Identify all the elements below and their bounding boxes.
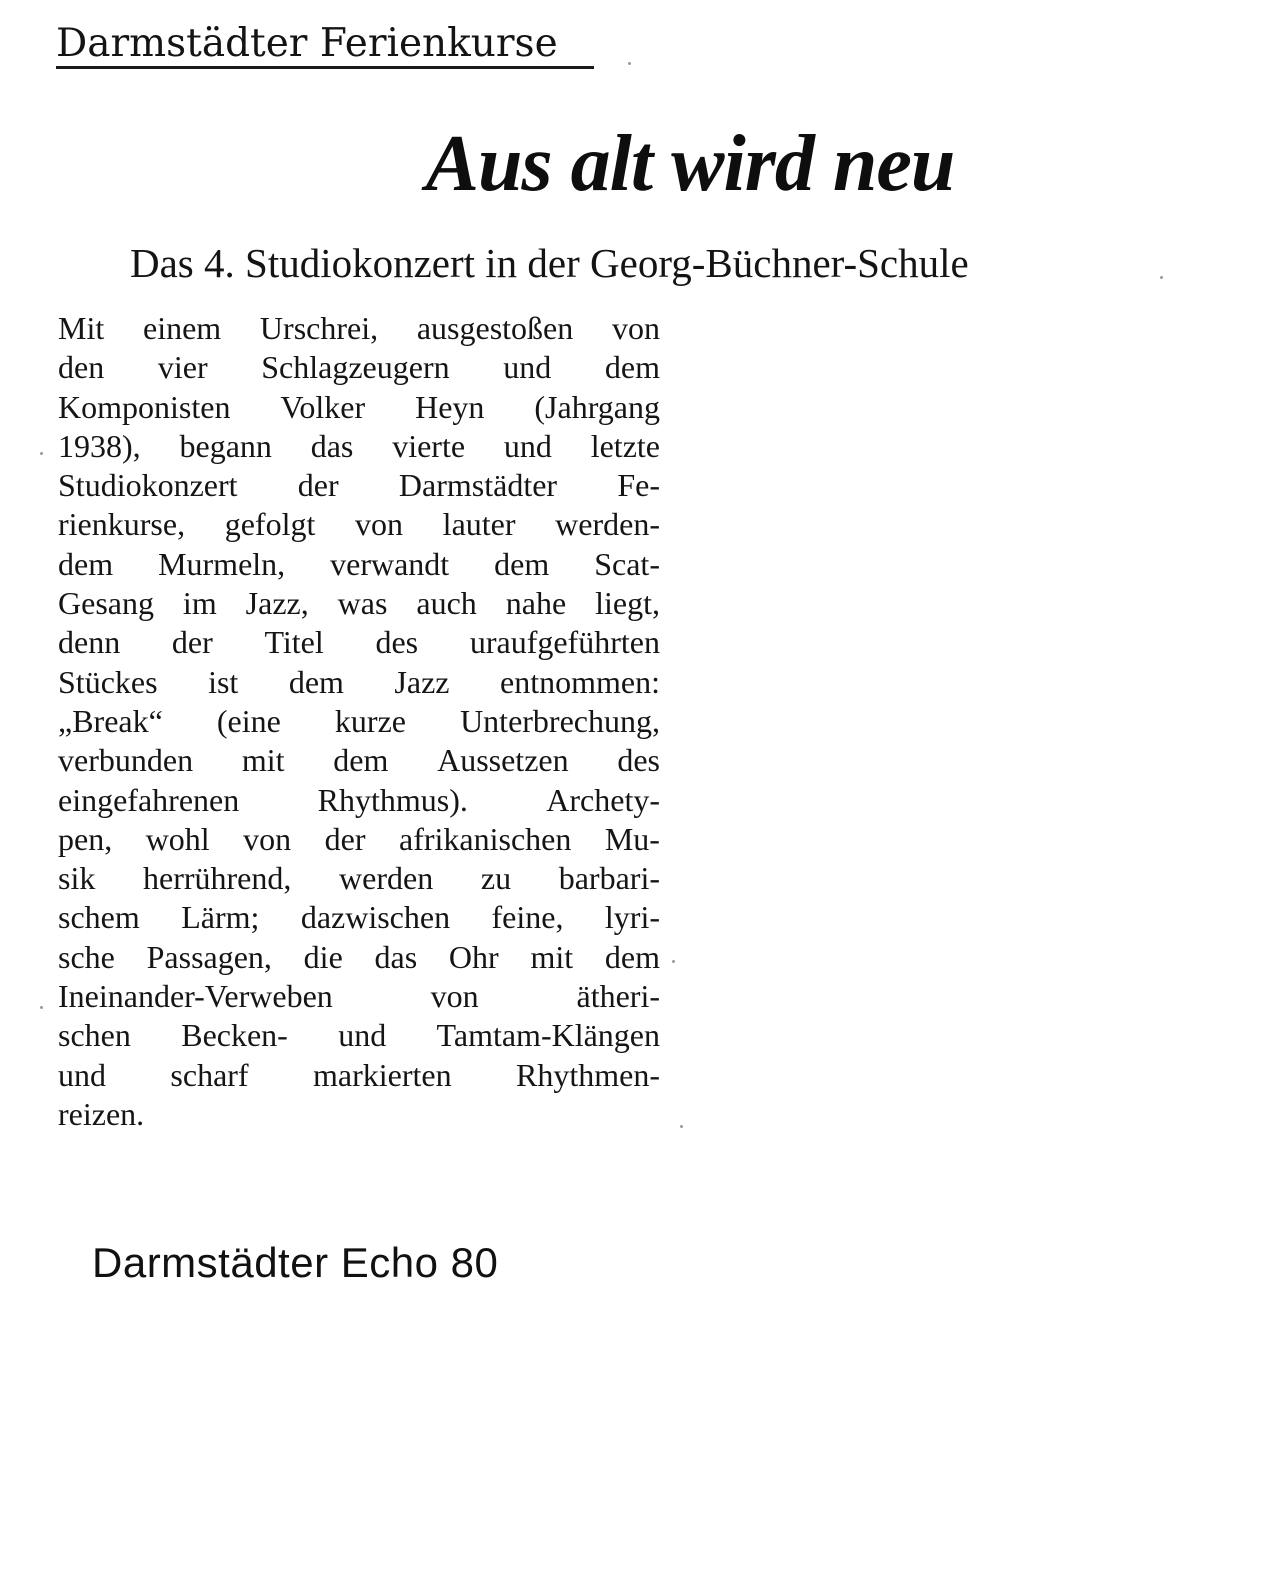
section-kicker: Darmstädter Ferienkurse bbox=[56, 21, 558, 66]
body-line: verbunden mit dem Aussetzen des bbox=[58, 742, 660, 779]
scan-speck bbox=[672, 960, 675, 963]
body-line: eingefahrenen Rhythmus). Archety- bbox=[58, 781, 660, 818]
scan-speck bbox=[40, 452, 43, 455]
body-line: Mit einem Urschrei, ausgestoßen von bbox=[58, 310, 660, 346]
article-subheadline: Das 4. Studiokonzert in der Georg-Büchner-Schule bbox=[130, 240, 969, 286]
scan-speck bbox=[628, 62, 631, 65]
body-line: 1938), begann das vierte und letzte bbox=[58, 427, 660, 464]
body-line: schem Lärm; dazwischen feine, lyri- bbox=[58, 899, 660, 936]
body-line: sik herrührend, werden zu barbari- bbox=[58, 860, 660, 897]
body-line: pen, wohl von der afrikanischen Mu- bbox=[58, 820, 660, 857]
body-line: Gesang im Jazz, was auch nahe liegt, bbox=[58, 585, 660, 622]
article-body bbox=[58, 309, 660, 1134]
body-line: Komponisten Volker Heyn (Jahrgang bbox=[58, 388, 660, 425]
body-line: und scharf markierten Rhythmen- bbox=[58, 1056, 660, 1093]
source-label: Darmstädter Echo 80 bbox=[92, 1239, 499, 1286]
body-line: Stückes ist dem Jazz entnommen: bbox=[58, 663, 660, 700]
body-line: schen Becken- und Tamtam-Klängen bbox=[58, 1017, 660, 1054]
body-line: Studiokonzert der Darmstädter Fe- bbox=[58, 467, 660, 504]
body-line: denn der Titel des uraufgeführten bbox=[58, 624, 660, 661]
body-line: den vier Schlagzeugern und dem bbox=[58, 349, 660, 386]
body-line: „Break“ (eine kurze Unterbrechung, bbox=[58, 702, 660, 739]
scan-speck bbox=[1160, 276, 1163, 279]
body-line: reizen. bbox=[58, 1095, 145, 1132]
kicker-underline bbox=[56, 66, 594, 69]
scan-speck bbox=[40, 1006, 43, 1009]
body-line: dem Murmeln, verwandt dem Scat- bbox=[58, 545, 660, 582]
body-line: rienkurse, gefolgt von lauter werden- bbox=[58, 506, 660, 543]
scan-speck bbox=[680, 1125, 683, 1128]
article-headline: Aus alt wird neu bbox=[425, 120, 955, 208]
body-line: sche Passagen, die das Ohr mit dem bbox=[58, 938, 660, 975]
body-line: Ineinander-Verweben von ätheri- bbox=[58, 978, 660, 1015]
